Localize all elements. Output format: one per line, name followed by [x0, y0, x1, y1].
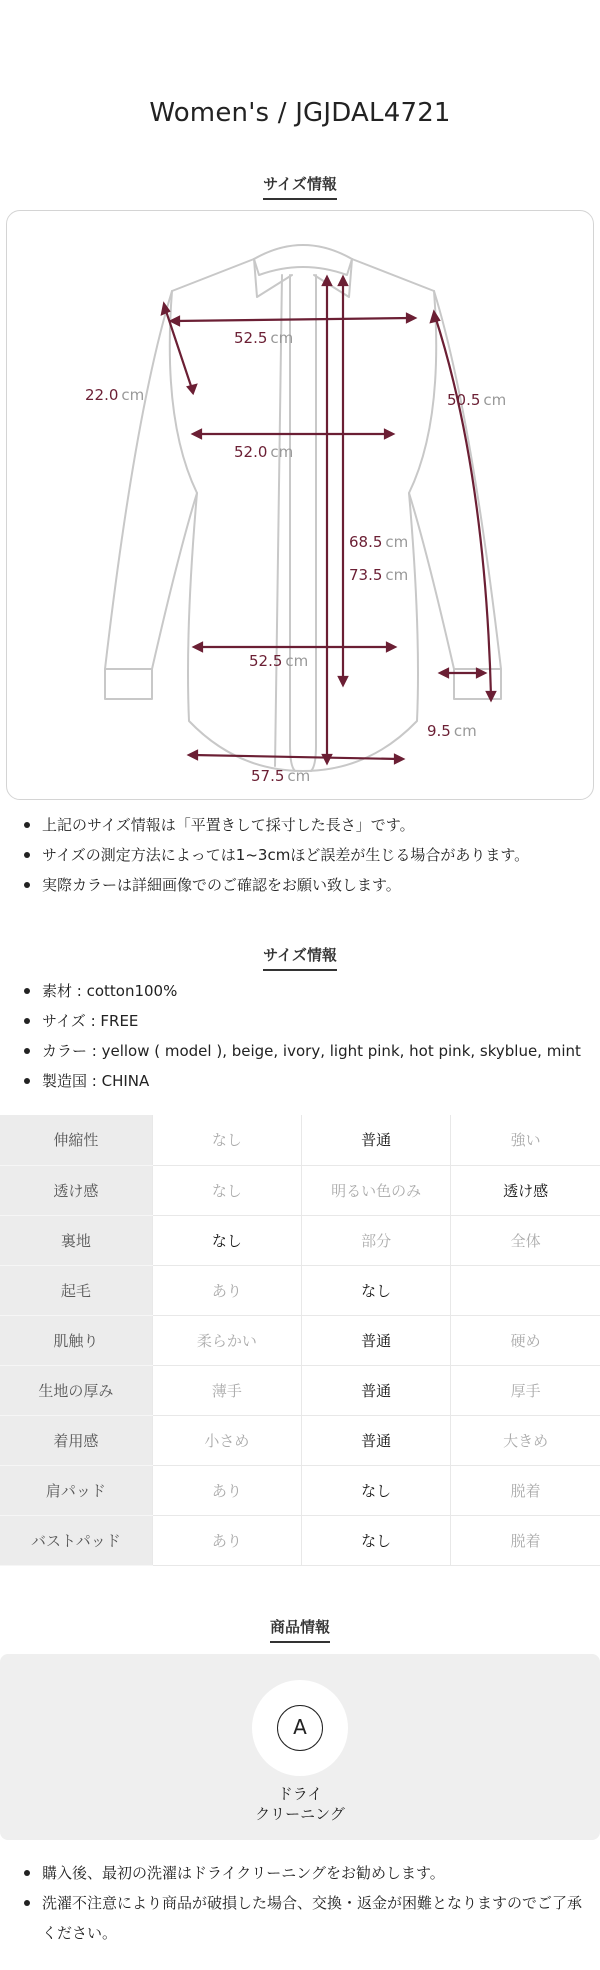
attribute-option: 柔らかい [152, 1315, 301, 1365]
attribute-option: 大きめ [451, 1415, 600, 1465]
attribute-option-selected: 普通 [301, 1415, 450, 1465]
size-item: サイズ : FREE [22, 1006, 592, 1036]
attribute-option: 脱着 [451, 1515, 600, 1565]
spec-heading: サイズ情報 [0, 944, 600, 971]
attribute-label: 起毛 [0, 1265, 152, 1315]
attribute-row [0, 1165, 600, 1215]
shoulder-width-label: 52.5 cm [234, 329, 294, 347]
attribute-option: あり [152, 1465, 301, 1515]
attribute-row [0, 1315, 600, 1365]
size-notes-list [22, 810, 592, 900]
list-item: 洗濯不注意により商品が破損した場合、交換・返金が困難となりますのでご了承ください。 [22, 1888, 592, 1948]
attribute-row [0, 1515, 600, 1565]
attribute-row [0, 1415, 600, 1465]
attribute-label: 肌触り [0, 1315, 152, 1365]
care-notes-list [22, 1858, 592, 1948]
sleeve-length-label: 50.5 cm [447, 391, 507, 409]
attribute-option-selected: 普通 [301, 1115, 450, 1165]
attribute-option: 脱着 [451, 1465, 600, 1515]
attribute-option: 全体 [451, 1215, 600, 1265]
attribute-option: あり [152, 1265, 301, 1315]
origin-item: 製造国 : CHINA [22, 1066, 592, 1096]
attribute-label: 着用感 [0, 1415, 152, 1465]
attribute-option: なし [152, 1165, 301, 1215]
material-item: 素材 : cotton100% [22, 976, 592, 1006]
hem-width-label: 57.5 cm [251, 767, 311, 785]
attribute-option: 厚手 [451, 1365, 600, 1415]
attribute-label: 肩パッド [0, 1465, 152, 1515]
attribute-row [0, 1465, 600, 1515]
care-instructions-panel [0, 1654, 600, 1840]
size-info-heading: サイズ情報 [0, 173, 600, 200]
list-item: 上記のサイズ情報は「平置きして採寸した長さ」です。 [22, 810, 592, 840]
attribute-option-selected: なし [152, 1215, 301, 1265]
waist-width-label: 52.5 cm [249, 652, 309, 670]
attribute-option: 明るい色のみ [301, 1165, 450, 1215]
back-length-label: 68.5 cm [349, 533, 409, 551]
shirt-illustration [7, 211, 595, 801]
attribute-label: 透け感 [0, 1165, 152, 1215]
attribute-option-selected: 普通 [301, 1315, 450, 1365]
attribute-row [0, 1215, 600, 1265]
attribute-option: 部分 [301, 1215, 450, 1265]
attribute-table [0, 1115, 600, 1566]
attribute-label: 伸縮性 [0, 1115, 152, 1165]
attribute-option: 強い [451, 1115, 600, 1165]
attribute-row [0, 1115, 600, 1165]
attribute-option: なし [152, 1115, 301, 1165]
dry-clean-icon: A [277, 1705, 323, 1751]
attribute-option: 硬め [451, 1315, 600, 1365]
attribute-row [0, 1265, 600, 1315]
list-item: 購入後、最初の洗濯はドライクリーニングをお勧めします。 [22, 1858, 592, 1888]
attribute-option-selected: なし [301, 1515, 450, 1565]
product-info-heading: 商品情報 [0, 1616, 600, 1643]
care-icon-badge [252, 1680, 348, 1776]
attribute-label: 生地の厚み [0, 1365, 152, 1415]
attribute-option-selected: 普通 [301, 1365, 450, 1415]
front-length-label: 73.5 cm [349, 566, 409, 584]
spec-list [22, 976, 592, 1096]
attribute-option: 薄手 [152, 1365, 301, 1415]
color-item: カラー : yellow ( model ), beige, ivory, light pink, hot pink, skyblue, mint [22, 1036, 592, 1066]
product-title: Women's / JGJDAL4721 [149, 98, 451, 128]
cuff-width-label: 9.5 cm [427, 722, 477, 740]
attribute-option-selected: なし [301, 1465, 450, 1515]
attribute-option: あり [152, 1515, 301, 1565]
list-item: 実際カラーは詳細画像でのご確認をお願い致します。 [22, 870, 592, 900]
attribute-label: バストパッド [0, 1515, 152, 1565]
attribute-option-selected: 透け感 [451, 1165, 600, 1215]
chest-width-label: 52.0 cm [234, 443, 294, 461]
shoulder-drop-label: 22.0 cm [85, 386, 145, 404]
attribute-option-selected: なし [301, 1265, 450, 1315]
care-label: ドライ クリーニング [255, 1785, 345, 1823]
attribute-label: 裏地 [0, 1215, 152, 1265]
size-diagram [6, 210, 594, 800]
attribute-option: 小さめ [152, 1415, 301, 1465]
list-item: サイズの測定方法によっては1~3cmほど誤差が生じる場合があります。 [22, 840, 592, 870]
attribute-row [0, 1365, 600, 1415]
attribute-option [451, 1265, 600, 1315]
